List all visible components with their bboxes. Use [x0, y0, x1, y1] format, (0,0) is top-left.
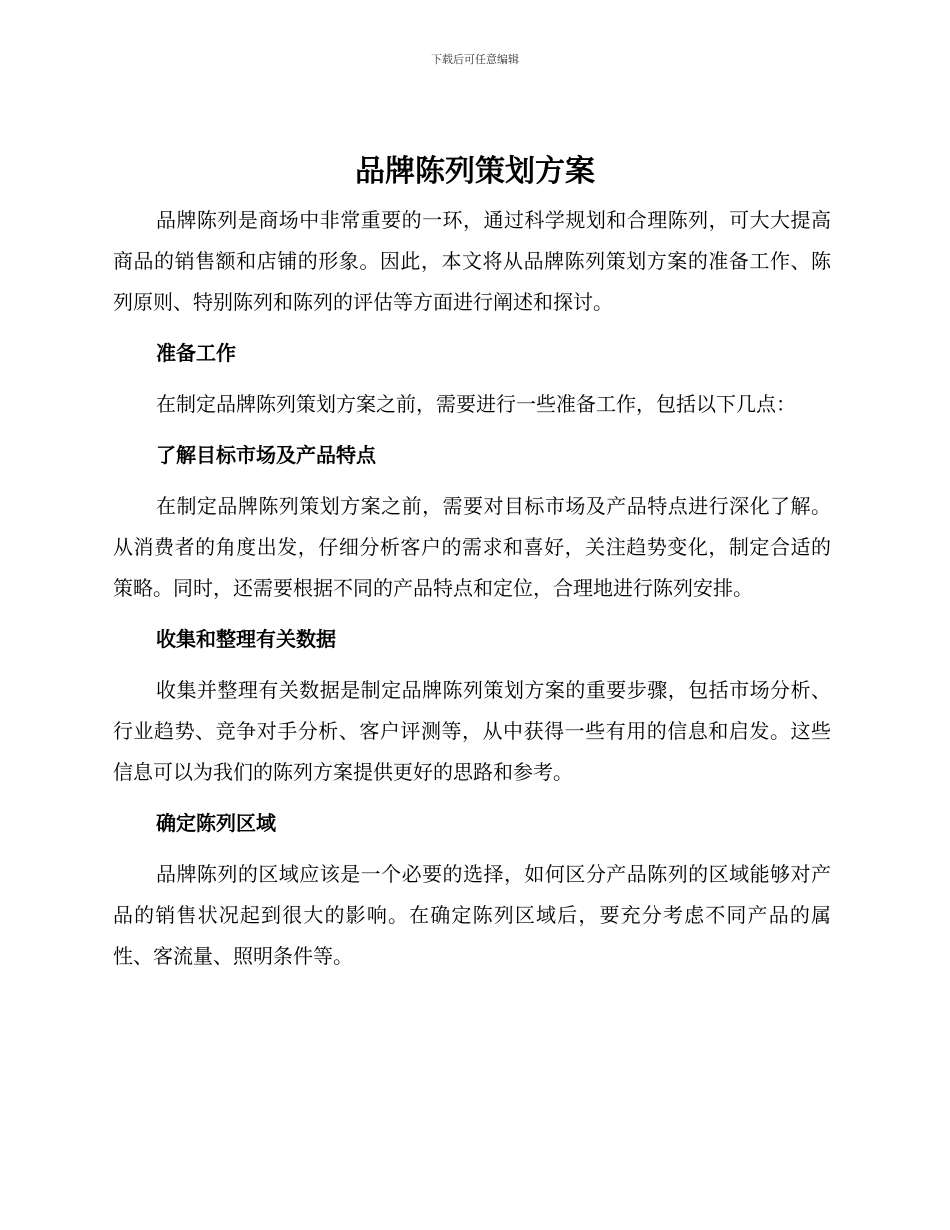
section-heading-preparation: 准备工作: [156, 341, 236, 365]
document-title: 品牌陈列策划方案: [355, 154, 595, 189]
section-heading-area: 确定陈列区域: [156, 811, 276, 835]
section-heading-market: 了解目标市场及产品特点: [156, 443, 376, 467]
document-body: [113, 200, 831, 984]
section-body-preparation: 在制定品牌陈列策划方案之前，需要进行一些准备工作，包括以下几点：: [156, 392, 796, 416]
section-heading-data: 收集和整理有关数据: [156, 627, 336, 651]
section-body-market: 在制定品牌陈列策划方案之前，需要对目标市场及产品特点进行深化了解。从消费者的角度出发，仔细分析客户的需求和喜好，关注趋势变化，制定合适的策略。同时，还需要根据不同的产品特点和定位，合理地进行陈列安排。: [113, 494, 831, 600]
page-header-note: 下载后可任意编辑: [431, 53, 519, 66]
section-body-area: 品牌陈列的区域应该是一个必要的选择，如何区分产品陈列的区域能够对产品的销售状况起到很大的影响。在确定陈列区域后，要充分考虑不同产品的属性、客流量、照明条件等。: [113, 862, 831, 968]
section-body-data: 收集并整理有关数据是制定品牌陈列策划方案的重要步骤，包括市场分析、行业趋势、竞争对手分析、客户评测等，从中获得一些有用的信息和启发。这些信息可以为我们的陈列方案提供更好的思路和参考。: [113, 678, 831, 784]
intro-paragraph: 品牌陈列是商场中非常重要的一环，通过科学规划和合理陈列，可大大提高商品的销售额和店铺的形象。因此，本文将从品牌陈列策划方案的准备工作、陈列原则、特别陈列和陈列的评估等方面进行阐述和探讨。: [113, 208, 831, 314]
